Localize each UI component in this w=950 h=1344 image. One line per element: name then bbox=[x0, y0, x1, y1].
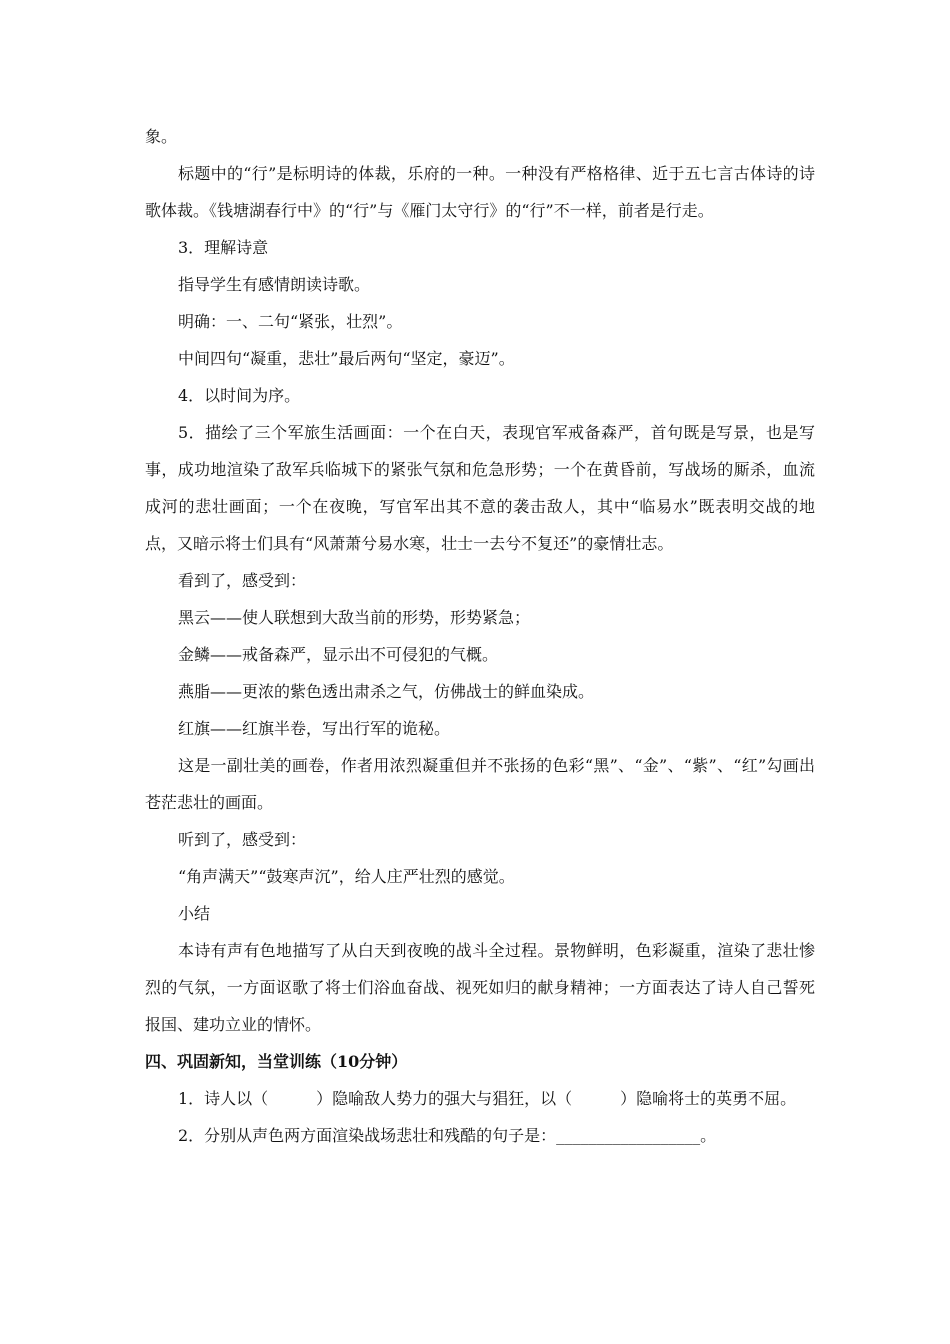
text-line: 4．以时间为序。 bbox=[178, 386, 301, 405]
text-line: “角声满天”“鼓寒声沉”，给人庄严壮烈的感觉。 bbox=[178, 867, 515, 886]
paragraph: 这是一副壮美的画卷，作者用浓烈凝重但并不张扬的色彩“黑”、“金”、“紫”、“红”勾画出苍茫悲壮的画面。 bbox=[145, 756, 815, 812]
text-line: 燕脂——更浓的紫色透出肃杀之气，仿佛战士的鲜血染成。 bbox=[178, 682, 595, 701]
exercise-item: 2．分别从声色两方面渲染战场悲壮和残酷的句子是：__________________。 bbox=[178, 1126, 717, 1145]
paragraph: 标题中的“行”是标明诗的体裁，乐府的一种。一种没有严格格律、近于五七言古体诗的诗歌体裁。《钱塘湖春行中》的“行”与《雁门太守行》的“行”不一样，前者是行走。 bbox=[145, 164, 815, 220]
text-line: 小结 bbox=[178, 904, 211, 923]
text-line: 黑云——使人联想到大敌当前的形势，形势紧急； bbox=[178, 608, 531, 627]
section-title: 四、巩固新知，当堂训练（10分钟） bbox=[145, 1052, 408, 1071]
paragraph: 本诗有声有色地描写了从白天到夜晚的战斗全过程。景物鲜明，色彩凝重，渲染了悲壮惨烈的气氛，一方面讴歌了将士们浴血奋战、视死如归的献身精神；一方面表达了诗人自己誓死报国、建功立业的情怀。 bbox=[145, 941, 815, 1034]
text-line: 红旗——红旗半卷，写出行军的诡秘。 bbox=[178, 719, 451, 738]
text-line: 金鳞——戒备森严，显示出不可侵犯的气概。 bbox=[178, 645, 499, 664]
text-line: 明确：一、二句“紧张，壮烈”。 bbox=[178, 312, 403, 331]
document-body bbox=[145, 118, 815, 1154]
paragraph: 5．描绘了三个军旅生活画面：一个在白天，表现官军戒备森严，首句既是写景，也是写事，成功地渲染了敌军兵临城下的紧张气氛和危急形势；一个在黄昏前，写战场的厮杀，血流成河的悲壮画面；一个在夜晚，写官军出其不意的袭击敌人，其中“临易水”既表明交战的地点，又暗示将士们具有“风萧萧兮易水寒，壮士一去兮不复还”的豪情壮志。 bbox=[145, 423, 815, 553]
exercise-item: 1．诗人以（ ）隐喻敌人势力的强大与猖狂，以（ ）隐喻将士的英勇不屈。 bbox=[178, 1089, 797, 1108]
text-line: 看到了，感受到： bbox=[178, 571, 307, 590]
section-heading: 3．理解诗意 bbox=[178, 238, 269, 257]
text-line: 指导学生有感情朗读诗歌。 bbox=[178, 275, 371, 294]
text-line: 象。 bbox=[145, 127, 178, 146]
text-line: 中间四句“凝重，悲壮”最后两句“坚定，豪迈”。 bbox=[178, 349, 515, 368]
text-line: 听到了，感受到： bbox=[178, 830, 307, 849]
